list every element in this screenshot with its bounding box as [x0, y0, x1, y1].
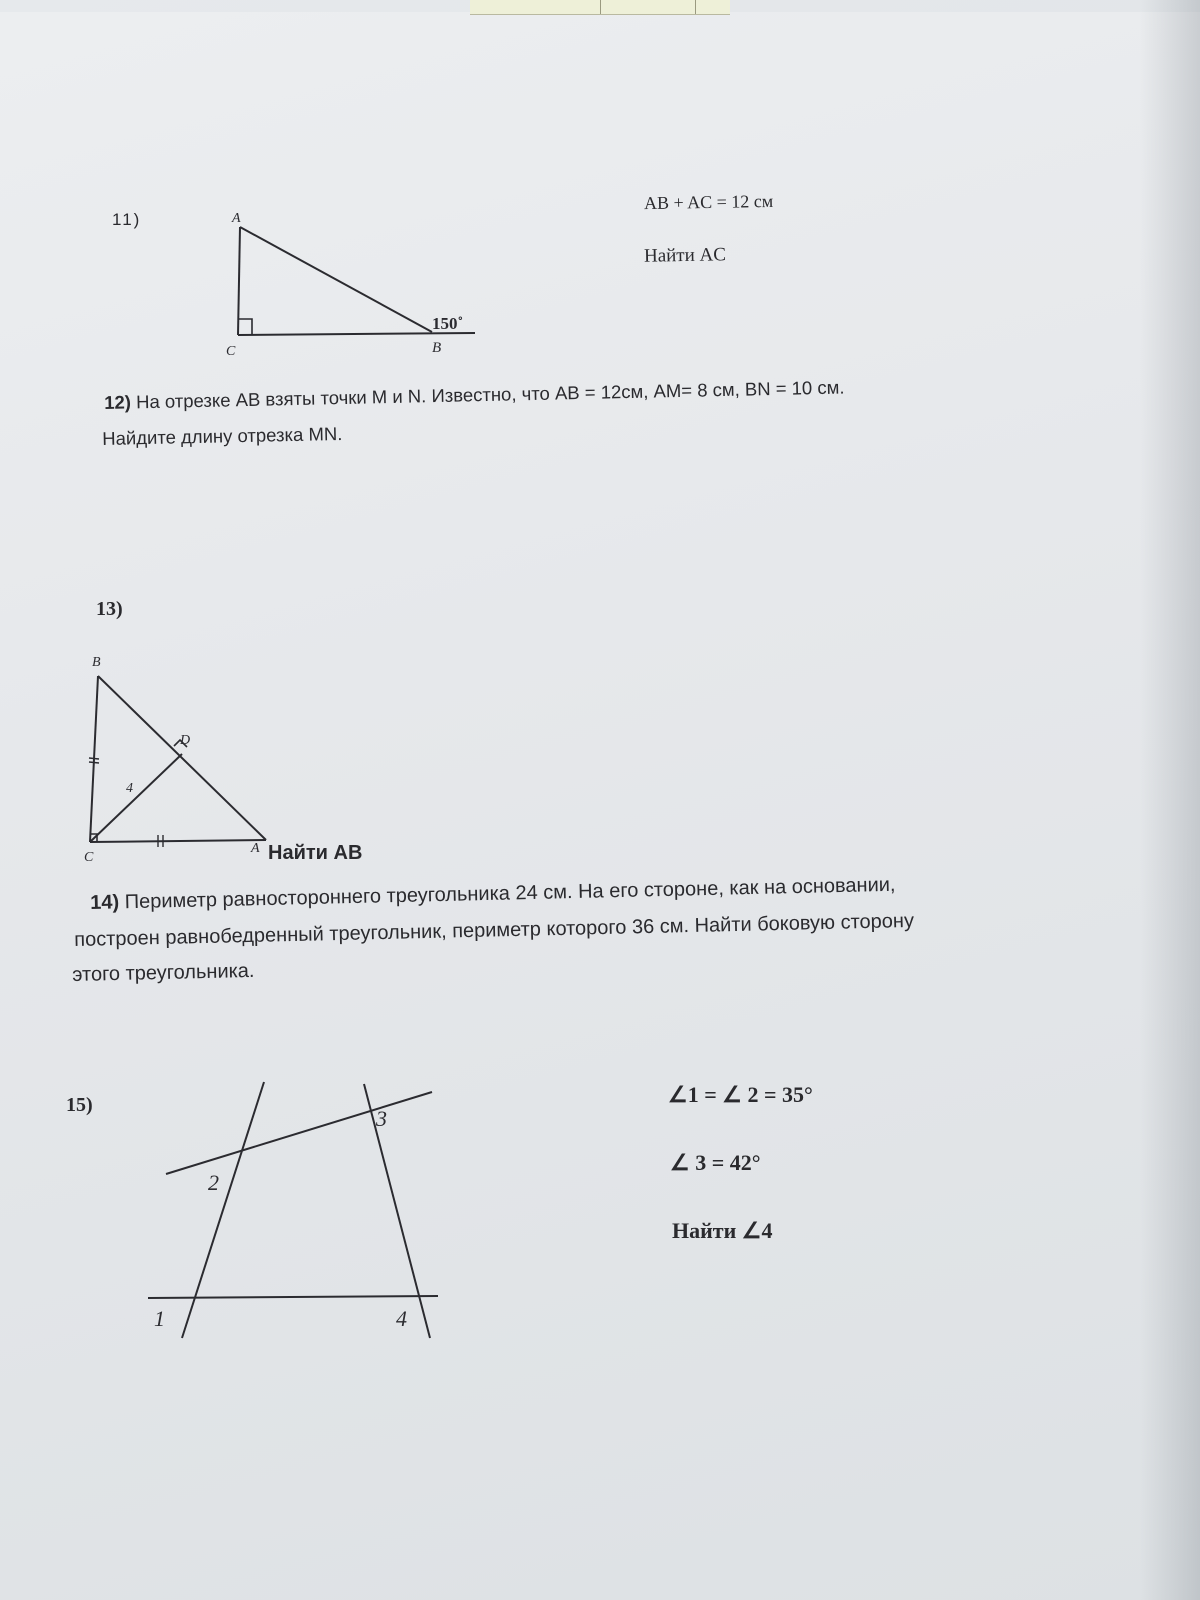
- label-b: B: [432, 340, 442, 356]
- label-median-4: 4: [126, 781, 133, 796]
- problem-11-given: AB + AC = 12 см: [643, 190, 774, 214]
- problem-15-task: Найти ∠4: [672, 1218, 773, 1243]
- problem-13-number: 13): [96, 598, 123, 620]
- underlying-paper-corner: [470, 0, 730, 15]
- problem-12-text-1: На отрезке AB взяты точки M и N. Известно, что AB = 12см, AM= 8 см, BN = 10 см.: [135, 376, 845, 413]
- problem-11-figure: [220, 205, 520, 365]
- problem-15-number: 15): [66, 1094, 93, 1116]
- problem-11-task: Найти AC: [643, 244, 727, 267]
- problem-15-given-2: ∠ 3 = 42°: [670, 1150, 761, 1175]
- problem-14-line-2: построен равнобедренный треугольник, периметр которого 36 см. Найти боковую сторону: [74, 909, 915, 951]
- problem-14-line-3: этого треугольника.: [72, 959, 255, 986]
- label-a: A: [232, 211, 241, 226]
- label-c: C: [226, 344, 236, 359]
- problem-14-number: 14): [90, 891, 120, 914]
- label-angle-3: 3: [376, 1106, 387, 1131]
- label-angle-2: 2: [208, 1170, 219, 1195]
- problem-12-line-2: Найдите длину отрезка MN.: [102, 422, 343, 449]
- problem-15-given-1: ∠1 = ∠ 2 = 35°: [668, 1082, 813, 1107]
- label-b: B: [92, 655, 101, 670]
- problem-12-number: 12): [104, 391, 132, 413]
- label-d: D: [180, 733, 191, 748]
- label-a: A: [251, 841, 260, 856]
- label-angle-4: 4: [396, 1306, 407, 1331]
- label-angle-150: 150˚: [432, 314, 464, 333]
- label-angle-1: 1: [154, 1306, 165, 1331]
- page-shadow: [1140, 0, 1200, 1600]
- label-c: C: [84, 850, 94, 865]
- problem-13-task: Найти AB: [268, 842, 363, 864]
- problem-13-figure: [70, 650, 390, 870]
- problem-11-number: 11): [112, 210, 142, 229]
- problem-15-figure: [140, 1070, 460, 1350]
- problem-14-text-1: Периметр равностороннего треугольника 24 см. На его стороне, как на основании,: [124, 873, 896, 914]
